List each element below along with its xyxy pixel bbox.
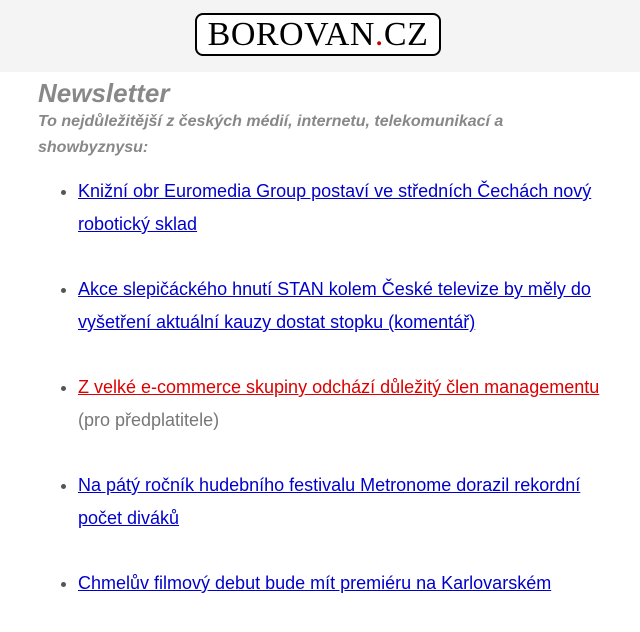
logo-dot: . bbox=[374, 15, 384, 53]
article-link[interactable]: Na pátý ročník hudebního festivalu Metronome dorazil rekordní počet diváků bbox=[78, 475, 581, 528]
logo-name: BOROVAN bbox=[207, 15, 375, 53]
article-link[interactable]: Akce slepičáckého hnutí STAN kolem České televize by měly do vyšetření aktuální kauzy dostat stopku (komentář) bbox=[78, 279, 591, 332]
article-link[interactable]: Knižní obr Euromedia Group postaví ve středních Čechách nový robotický sklad bbox=[78, 181, 592, 234]
article-item bbox=[78, 175, 628, 241]
premium-article-link[interactable]: Z velké e-commerce skupiny odchází důležitý člen managementu bbox=[78, 377, 600, 397]
article-list bbox=[38, 175, 628, 632]
article-item bbox=[78, 371, 628, 437]
newsletter-title: Newsletter bbox=[38, 78, 170, 108]
article-link[interactable]: Chmelův filmový debut bude mít premiéru na Karlovarském bbox=[78, 573, 552, 593]
subscriber-note: (pro předplatitele) bbox=[78, 410, 220, 430]
site-header bbox=[0, 0, 640, 72]
logo-tld: CZ bbox=[383, 15, 429, 53]
article-item bbox=[78, 273, 628, 339]
article-item bbox=[78, 567, 628, 600]
article-item bbox=[78, 469, 628, 535]
site-logo[interactable] bbox=[195, 13, 441, 56]
newsletter-subtitle: To nejdůležitější z českých médií, internetu, telekomunikací a showbyznysu: bbox=[38, 113, 504, 156]
